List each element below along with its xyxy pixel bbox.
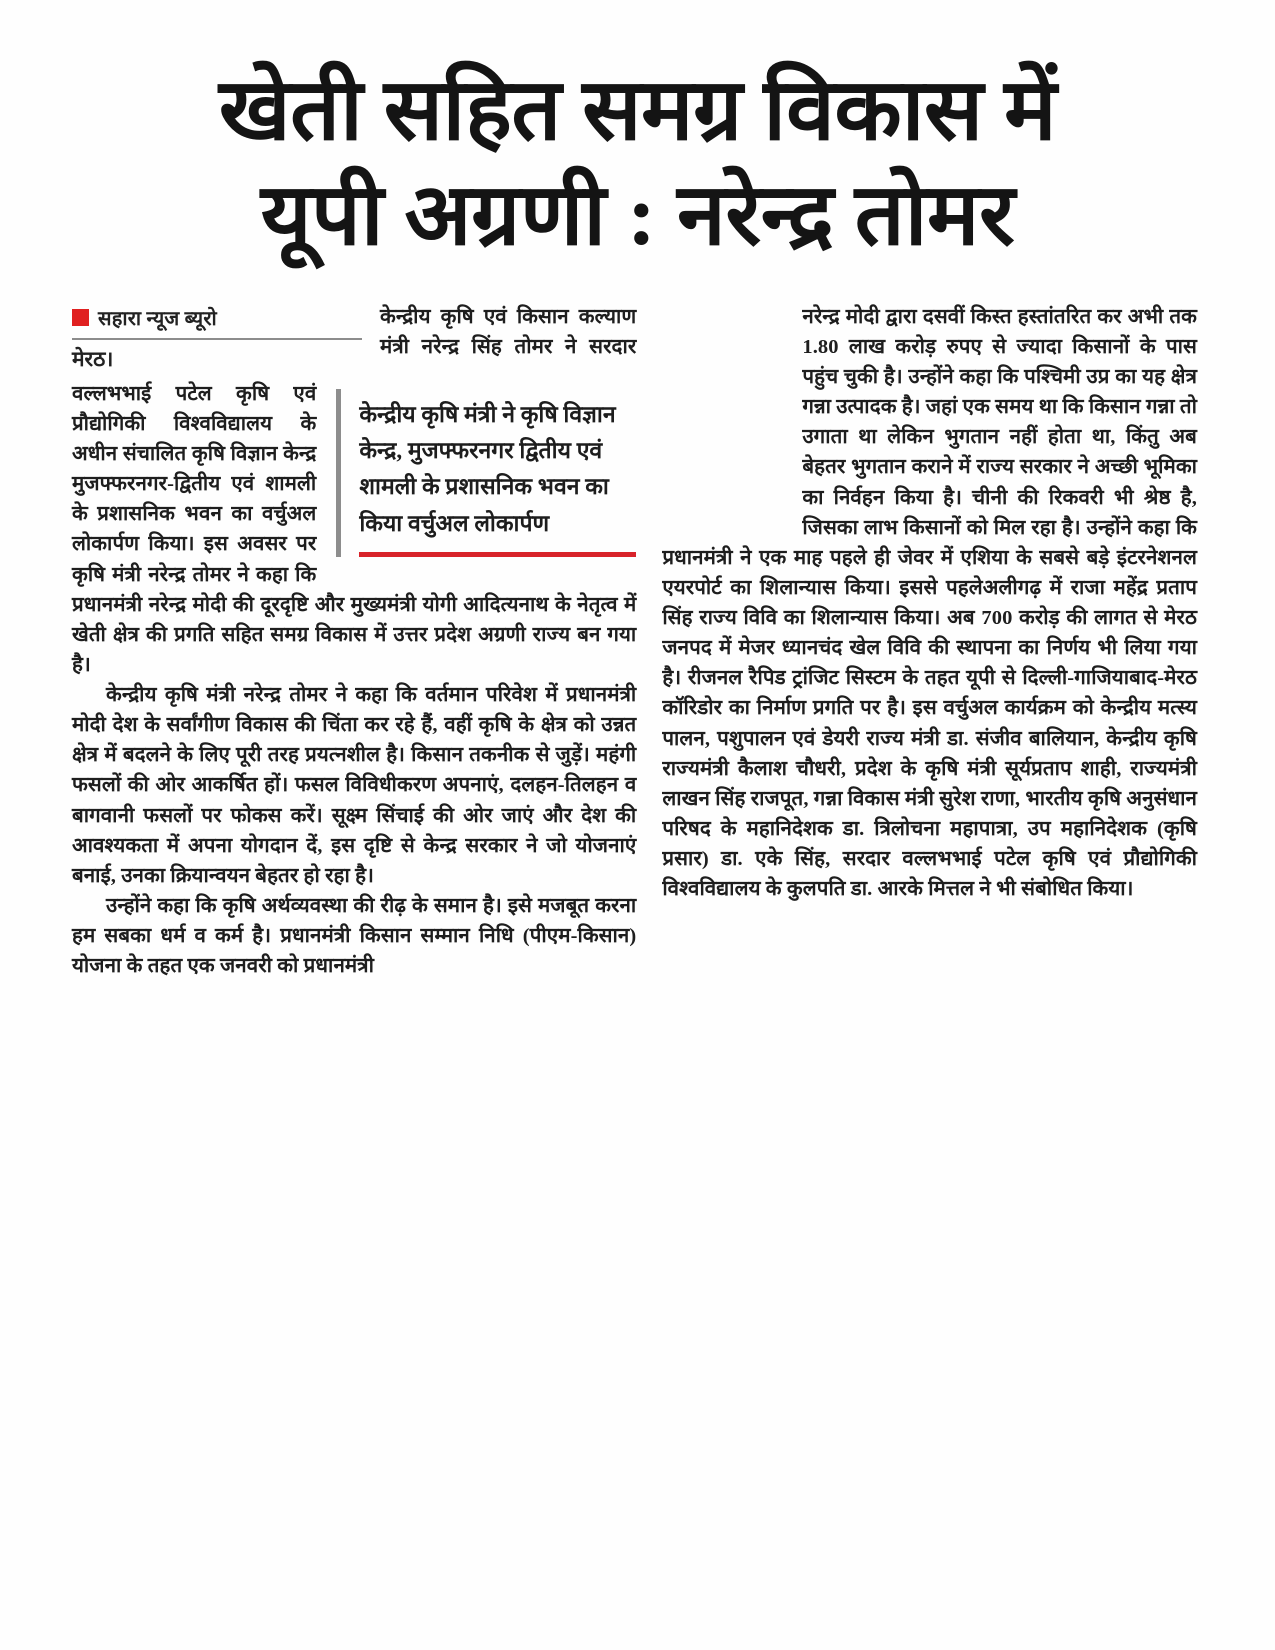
- headline: [0, 0, 1275, 268]
- headline-line-1: खेती सहित समग्र विकास में: [218, 62, 1057, 158]
- paragraph: केन्द्रीय कृषि मंत्री नरेन्द्र तोमर ने कहा कि वर्तमान परिवेश में प्रधानमंत्री मोदी देश के सर्वांगीण विकास की चिंता कर रहे हैं, वहीं कृषि के क्षेत्र को उन्नत क्षेत्र में बदलने के लिए पूरी तरह प्रयत्नशील है। किसान तकनीक से जुड़ें। महंगी फसलों की ओर आकर्षित हों। फसल विविधीकरण अपनाएं, दलहन-तिलहन व बागवानी फसलों पर फोकस करें। सूक्ष्म सिंचाई की ओर जाएं और देश की आवश्यकता में अपना योगदान दें, इस दृष्टि से केन्द्र सरकार ने जो योजनाएं बनाई, उनका क्रियान्वयन बेहतर हो रहा है।: [72, 684, 637, 887]
- paragraph: उन्होंने कहा कि कृषि अर्थव्यवस्था की रीढ़ के समान है। इसे मजबूत करना हम सबका धर्म व कर्म है। प्रधानमंत्री किसान सम्मान निधि (पीएम-किसान) योजना के तहत एक जनवरी को प्रधानमंत्री: [72, 894, 637, 978]
- article-column-left: [72, 302, 636, 982]
- paragraph: केन्द्रीय कृषि एवं किसान कल्याण मंत्री नरेन्द्र सिंह तोमर ने सरदार वल्लभभाई पटेल कृषि एवं प्रौद्योगिकी विश्वविद्यालय के अधीन संचालित कृषि विज्ञान केन्द्र मुजफ्फरनगर-द्वितीय एवं शामली के प्रशासनिक भवन का वर्चुअल लोकार्पण किया। इस अवसर पर कृषि मंत्री नरेन्द्र तोमर ने कहा कि प्रधानमंत्री नरेन्द्र मोदी की दूरदृष्टि और मुख्यमंत्री योगी आदित्यनाथ के नेतृत्व में खेती क्षेत्र की प्रगति सहित समग्र विकास में उत्तर प्रदेश अग्रणी राज्य बन गया है।: [72, 305, 637, 676]
- pull-quote-text: केन्द्रीय कृषि मंत्री ने कृषि विज्ञान केन्द्र, मुजफ्फरनगर द्वितीय एवं शामली के प्रशासनिक भवन का किया वर्चुअल लोकार्पण: [359, 401, 616, 536]
- pull-quote: [336, 389, 636, 557]
- headline-line-2: यूपी अग्रणी : नरेन्द्र तोमर: [260, 166, 1015, 263]
- article-body: [0, 302, 1275, 982]
- pull-quote-underline: [359, 552, 636, 557]
- article-column-right: [662, 302, 1197, 905]
- red-square-bullet-icon: [72, 309, 89, 326]
- byline-divider: [72, 338, 362, 340]
- byline-row: [72, 304, 362, 331]
- text-wrap-inset: [662, 302, 802, 527]
- byline: [72, 304, 362, 373]
- byline-agency: सहारा न्यूज ब्यूरो: [98, 307, 217, 330]
- byline-dateline: मेरठ।: [72, 346, 114, 371]
- paragraph: नरेन्द्र मोदी द्वारा दसवीं किस्त हस्तांतरित कर अभी तक 1.80 लाख करोड़ रुपए से ज्यादा किसानों के पास पहुंच चुकी है। उन्होंने कहा कि पश्चिमी उप्र का यह क्षेत्र गन्ना उत्पादक है। जहां एक समय था कि किसान गन्ना तो उगाता था लेकिन भुगतान नहीं होता था, किंतु अब बेहतर भुगतान कराने में राज्य सरकार ने अच्छी भूमिका का निर्वहन किया है। चीनी की रिकवरी भी श्रेष्ठ है, जिसका लाभ किसानों को मिल रहा है। उन्होंने कहा कि प्रधानमंत्री ने एक माह पहले ही जेवर में एशिया के सबसे बड़े इंटरनेशनल एयरपोर्ट का शिलान्यास किया। इससे पहलेअलीगढ़ में राजा महेंद्र प्रताप सिंह राज्य विवि का शिलान्यास किया। अब 700 करोड़ की लागत से मेरठ जनपद में मेजर ध्यानचंद खेल विवि की स्थापना का निर्णय भी लिया गया है। रीजनल रैपिड ट्रांजिट सिस्टम के तहत यूपी से दिल्ली-गाजियाबाद-मेरठ कॉरिडोर का निर्माण प्रगति पर है। इस वर्चुअल कार्यक्रम को केन्द्रीय मत्स्य पालन, पशुपालन एवं डेयरी राज्य मंत्री डा. संजीव बालियान, केन्द्रीय कृषि राज्यमंत्री कैलाश चौधरी, प्रदेश के कृषि मंत्री सूर्यप्रताप शाही, राज्यमंत्री लाखन सिंह राजपूत, गन्ना विकास मंत्री सुरेश राणा, भारतीय कृषि अनुसंधान परिषद के महानिदेशक डा. त्रिलोचना महापात्रा, उप महानिदेशक (कृषि प्रसार) डा. एके सिंह, सरदार वल्लभभाई पटेल कृषि एवं प्रौद्योगिकी विश्वविद्यालय के कुलपति डा. आरके मित्तल ने भी संबोधित किया।: [662, 305, 1198, 901]
